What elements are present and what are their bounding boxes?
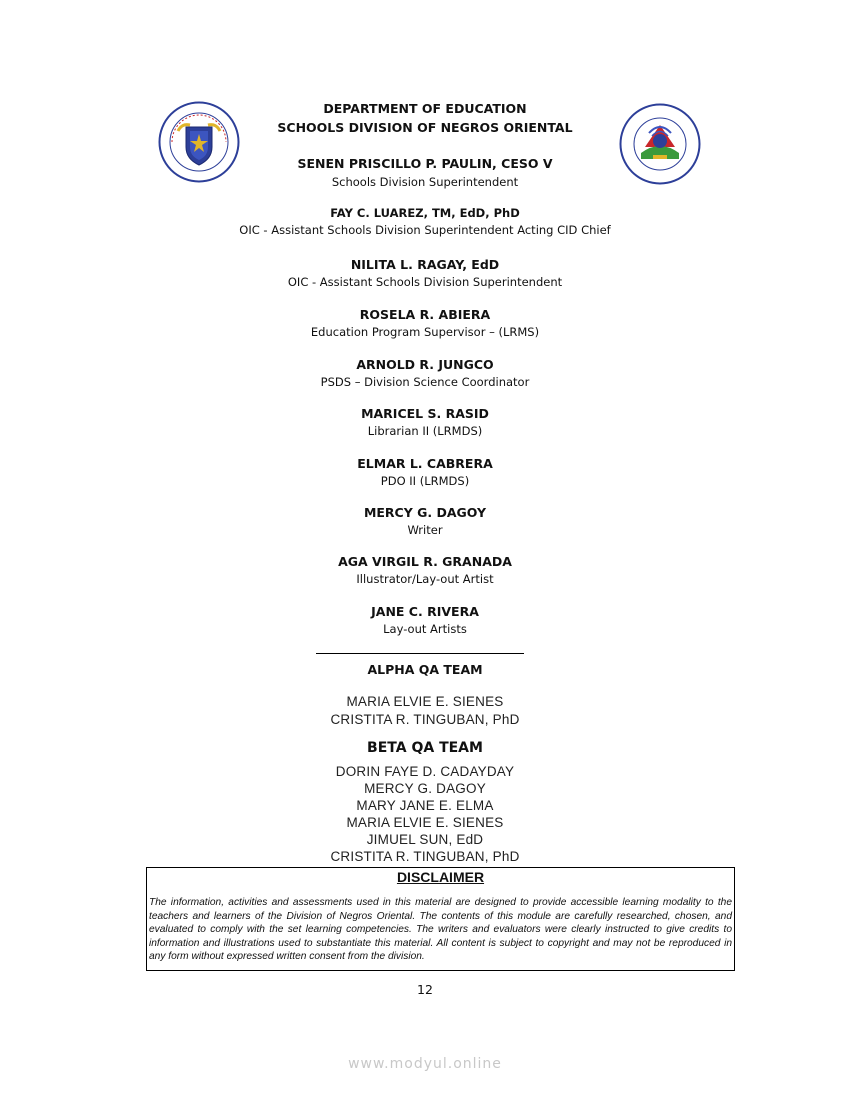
disclaimer-box [146,867,735,971]
beta-qa-member: MERCY G. DAGOY [364,781,486,796]
staff-role: Librarian II (LRMDS) [367,424,483,438]
staff-name: MERCY G. DAGOY [363,505,487,520]
header-department: DEPARTMENT OF EDUCATION [323,101,527,116]
beta-qa-member: CRISTITA R. TINGUBAN, PhD [330,849,520,864]
alpha-qa-member: MARIA ELVIE E. SIENES [346,694,504,709]
section-divider [316,653,524,654]
beta-qa-member: JIMUEL SUN, EdD [366,832,484,847]
disclaimer-title: DISCLAIMER [396,869,485,885]
staff-name: MARICEL S. RASID [361,406,489,421]
disclaimer-text: The information, activities and assessments used in this material are designed to provide accessible learning modality to the teachers and learners of the Division of Negros Oriental. The contents of this module are carefully researched, chosen, and evaluated to comply with the set learning competencies. The writers and evaluators were clearly instructed to give credits to information and illustrations used to substantiate this material. All content is subject to copyright and may not be reproduced in any form without expressed written consent from the division. [149,897,732,963]
alpha-qa-title: ALPHA QA TEAM [367,662,483,677]
staff-name: ELMAR L. CABRERA [357,456,493,471]
beta-qa-member: MARIA ELVIE E. SIENES [346,815,504,830]
staff-role: OIC - Assistant Schools Division Superintendent [287,275,563,289]
staff-name: ROSELA R. ABIERA [359,307,491,322]
beta-qa-member: DORIN FAYE D. CADAYDAY [335,764,515,779]
watermark-text: www.modyul.online [348,1056,502,1072]
staff-role: Schools Division Superintendent [331,175,519,189]
staff-role: PDO II (LRMDS) [380,474,470,488]
staff-name: AGA VIRGIL R. GRANADA [338,554,512,569]
page-number: 12 [417,982,433,997]
beta-qa-member: MARY JANE E. ELMA [356,798,494,813]
staff-name: NILITA L. RAGAY, EdD [350,257,500,272]
staff-role: Lay-out Artists [383,622,467,636]
staff-name: ARNOLD R. JUNGCO [356,357,494,372]
header-division: SCHOOLS DIVISION OF NEGROS ORIENTAL [277,120,573,135]
staff-name: JANE C. RIVERA [371,604,479,619]
staff-role: PSDS – Division Science Coordinator [320,375,530,389]
staff-role: Education Program Supervisor – (LRMS) [310,325,540,339]
staff-role: OIC - Assistant Schools Division Superintendent Acting CID Chief [239,223,611,237]
beta-qa-title: BETA QA TEAM [367,740,483,756]
alpha-qa-member: CRISTITA R. TINGUBAN, PhD [330,712,520,727]
staff-name: FAY C. LUAREZ, TM, EdD, PhD [330,206,520,220]
staff-role: Writer [407,523,443,537]
staff-name: SENEN PRISCILLO P. PAULIN, CESO V [297,156,553,171]
staff-role: Illustrator/Lay-out Artist [356,572,494,586]
